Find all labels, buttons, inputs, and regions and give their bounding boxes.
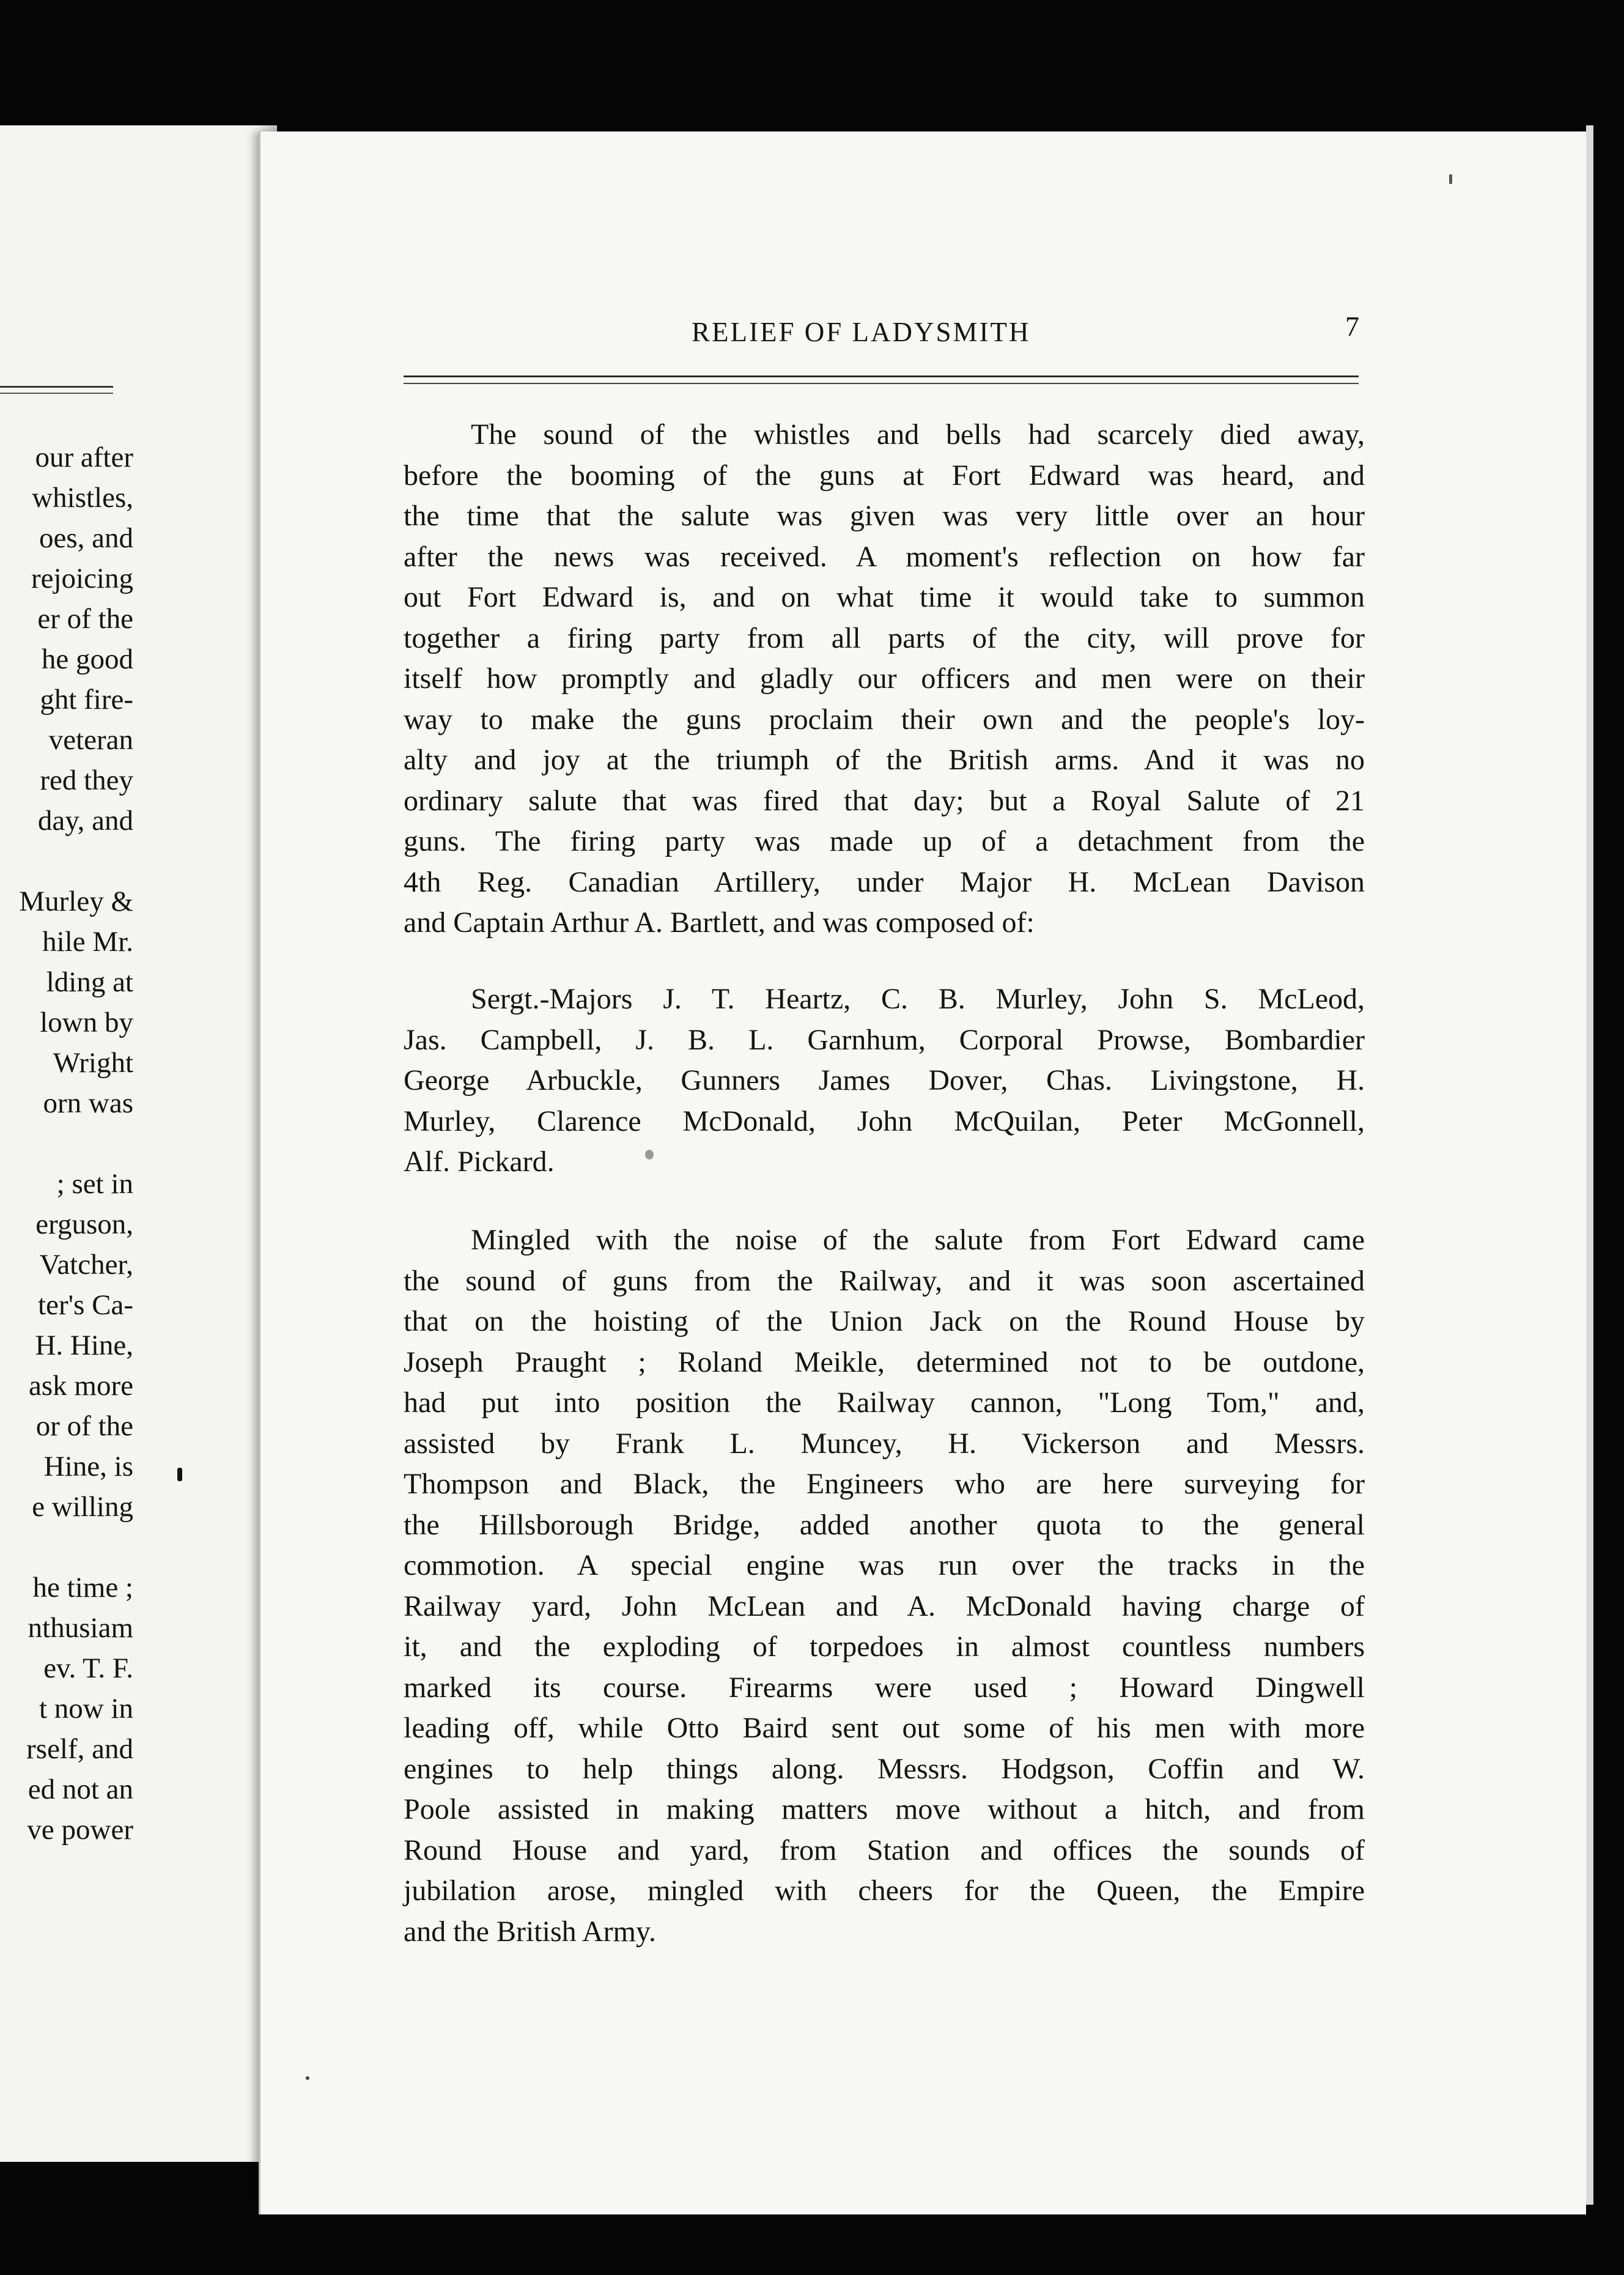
page-edge [1586, 125, 1593, 2205]
previous-page-line: red they [40, 764, 133, 796]
previous-page-line: ght fire- [40, 684, 133, 716]
previous-page-line: veteran [48, 724, 133, 756]
previous-page-line: he good [41, 643, 133, 675]
previous-page-line: lding at [46, 966, 133, 998]
text-line: Railway yard, John McLean and A. McDonald having charge of [404, 1589, 1365, 1622]
text-line: Alf. Pickard. [404, 1145, 555, 1178]
previous-page-line: orn was [43, 1087, 133, 1119]
previous-page-line: rejoicing [31, 563, 133, 594]
text-line: leading off, while Otto Baird sent out some of his men with more [404, 1712, 1365, 1744]
previous-page-line: H. Hine, [35, 1330, 133, 1361]
scan-speck [306, 2076, 309, 2080]
text-line: after the news was received. A moment's reflection on how far [404, 540, 1365, 573]
previous-page-line: Murley & [19, 886, 133, 917]
previous-page-line: or of the [35, 1410, 133, 1442]
previous-page [0, 125, 277, 2162]
previous-page-line: hile Mr. [42, 926, 133, 958]
text-line: before the booming of the guns at Fort Edward was heard, and [404, 459, 1365, 492]
text-line: alty and joy at the triumph of the British arms. And it was no [404, 744, 1365, 776]
text-line: itself how promptly and gladly our officers and men were on their [404, 662, 1365, 695]
previous-page-line: ve power [27, 1814, 133, 1846]
scan-speck [1449, 174, 1452, 184]
text-line: and the British Army. [404, 1915, 656, 1948]
text-line: Mingled with the noise of the salute from Fort Edward came [471, 1224, 1365, 1256]
text-line: marked its course. Firearms were used ; Howard Dingwell [404, 1671, 1365, 1704]
text-line: the Hillsborough Bridge, added another quota to the general [404, 1508, 1365, 1541]
previous-page-line: day, and [37, 805, 133, 837]
text-line: and Captain Arthur A. Bartlett, and was composed of: [404, 906, 1035, 939]
page-number: 7 [1345, 311, 1359, 342]
previous-page-line: ev. T. F. [43, 1652, 133, 1684]
previous-page-line: ter's Ca- [38, 1289, 133, 1321]
text-line: guns. The firing party was made up of a detachment from the [404, 825, 1365, 857]
text-line: jubilation arose, mingled with cheers for the Queen, the Empire [404, 1874, 1365, 1907]
text-line: it, and the exploding of torpedoes in almost countless numbers [404, 1630, 1365, 1663]
previous-page-line: erguson, [35, 1208, 133, 1240]
text-line: Sergt.-Majors J. T. Heartz, C. B. Murley, John S. McLeod, [471, 983, 1365, 1015]
text-line: Jas. Campbell, J. B. L. Garnhum, Corporal Prowse, Bombardier [404, 1023, 1365, 1056]
previous-page-line: ed not an [28, 1774, 133, 1805]
paragraph-firing-party-names [404, 979, 1365, 1183]
text-line: out Fort Edward is, and on what time it would take to summon [404, 581, 1365, 613]
scan-speck [177, 1468, 182, 1481]
previous-page-line: whistles, [32, 482, 133, 514]
text-line: Poole assisted in making matters move without a hitch, and from [404, 1793, 1365, 1826]
paragraph-salute [404, 415, 1365, 944]
previous-page-line: he time ; [32, 1572, 133, 1604]
text-line: together a firing party from all parts of the city, will prove for [404, 621, 1365, 654]
header-rule-secondary [404, 383, 1359, 384]
running-head: RELIEF OF LADYSMITH [692, 317, 1031, 347]
previous-page-line: er of the [37, 603, 133, 635]
text-line: Joseph Praught ; Roland Meikle, determined not to be outdone, [404, 1345, 1365, 1378]
previous-page-line: lown by [40, 1007, 133, 1038]
previous-page-text [0, 125, 133, 2162]
previous-page-line: our after [35, 442, 133, 473]
text-line: Thompson and Black, the Engineers who are here surveying for [404, 1468, 1365, 1500]
text-line: had put into position the Railway cannon, "Long Tom," and, [404, 1386, 1365, 1419]
text-line: The sound of the whistles and bells had scarcely died away, [471, 418, 1365, 451]
text-line: the time that the salute was given was very little over an hour [404, 500, 1365, 532]
scan-speck [645, 1150, 654, 1160]
text-line: George Arbuckle, Gunners James Dover, Chas. Livingstone, H. [404, 1064, 1365, 1097]
previous-page-line: rself, and [26, 1733, 133, 1765]
previous-page-line: t now in [39, 1693, 133, 1725]
text-line: engines to help things along. Messrs. Hodgson, Coffin and W. [404, 1752, 1365, 1785]
previous-page-line: Hine, is [43, 1451, 133, 1482]
previous-page-line: e willing [32, 1491, 133, 1523]
text-line: ordinary salute that was fired that day; but a Royal Salute of 21 [404, 784, 1365, 817]
text-line: way to make the guns proclaim their own and the people's loy- [404, 703, 1365, 736]
previous-page-line: oes, and [39, 522, 133, 554]
previous-page-line: Vatcher, [39, 1249, 133, 1281]
previous-page-line: ; set in [56, 1168, 133, 1200]
text-line: commotion. A special engine was run over the tracks in the [404, 1549, 1365, 1581]
previous-page-line: Wright [53, 1047, 133, 1079]
text-line: 4th Reg. Canadian Artillery, under Major H. McLean Davison [404, 865, 1365, 898]
text-line: the sound of guns from the Railway, and it was soon ascertained [404, 1264, 1365, 1297]
text-line: Murley, Clarence McDonald, John McQuilan, Peter McGonnell, [404, 1104, 1365, 1138]
header-rule [404, 375, 1359, 377]
text-line: Round House and yard, from Station and offices the sounds of [404, 1833, 1365, 1866]
previous-page-line: nthusiam [28, 1612, 133, 1644]
text-line: assisted by Frank L. Muncey, H. Vickerson and Messrs. [404, 1427, 1365, 1460]
previous-page-line: ask more [29, 1370, 133, 1402]
text-line: that on the hoisting of the Union Jack on the Round House by [404, 1305, 1365, 1337]
paragraph-railway [404, 1220, 1365, 1952]
